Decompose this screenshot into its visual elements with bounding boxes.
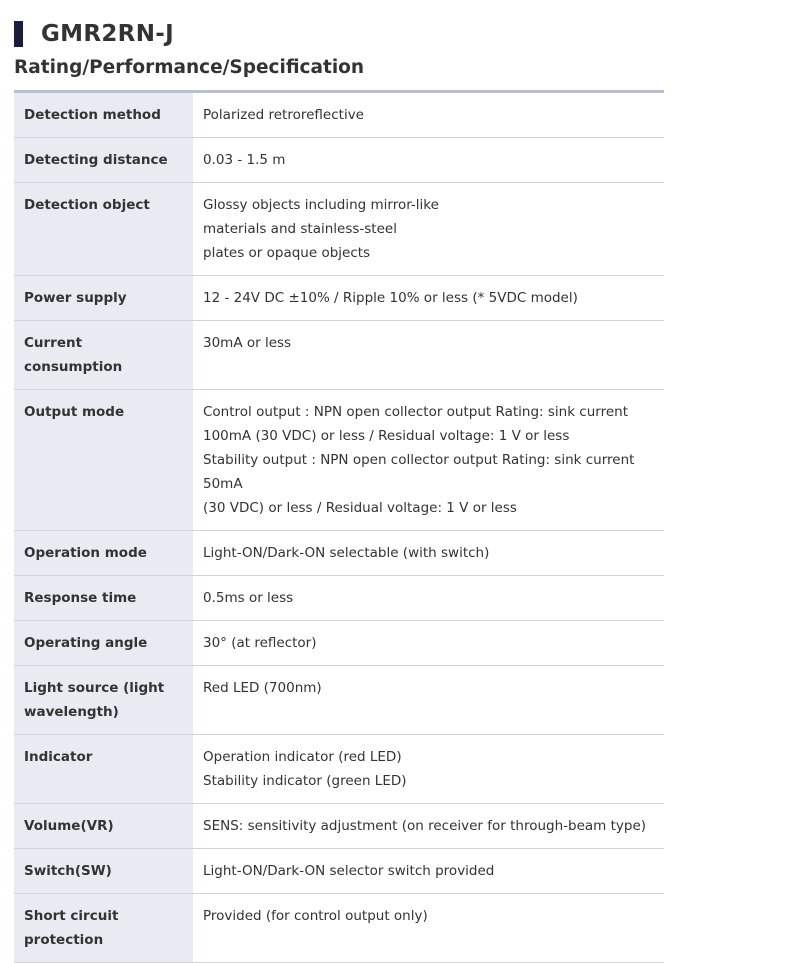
spec-value bbox=[193, 183, 664, 276]
spec-value-line: Polarized retroreflective bbox=[203, 107, 364, 123]
spec-value-line: 30° (at reflector) bbox=[203, 635, 317, 651]
spec-label: Light source (light wavelength) bbox=[14, 666, 193, 735]
spec-row-response-time bbox=[14, 576, 664, 621]
spec-value-line: (30 VDC) or less / Residual voltage: 1 V or less bbox=[203, 500, 517, 516]
spec-value-line: 12 - 24V DC ±10% / Ripple 10% or less (* 5VDC model) bbox=[203, 290, 578, 306]
spec-row-operating-angle bbox=[14, 621, 664, 666]
spec-value bbox=[193, 894, 664, 963]
spec-row-short-circuit-protection bbox=[14, 894, 664, 963]
spec-label: Operation mode bbox=[14, 531, 193, 576]
spec-value-line: 0.03 - 1.5 m bbox=[203, 152, 286, 168]
spec-label: Power supply bbox=[14, 276, 193, 321]
spec-value bbox=[193, 276, 664, 321]
spec-label: Switch(SW) bbox=[14, 849, 193, 894]
spec-value-line: plates or opaque objects bbox=[203, 245, 371, 261]
spec-value-line: Light-ON/Dark-ON selectable (with switch) bbox=[203, 545, 490, 561]
spec-row-current-consumption bbox=[14, 321, 664, 390]
spec-value-line: Red LED (700nm) bbox=[203, 680, 322, 696]
spec-value-line: Operation indicator (red LED) bbox=[203, 749, 402, 765]
spec-label: Detection method bbox=[14, 92, 193, 138]
spec-label: Detecting distance bbox=[14, 138, 193, 183]
spec-value-line: Glossy objects including mirror-like bbox=[203, 197, 439, 213]
spec-label: Current consumption bbox=[14, 321, 193, 390]
spec-label: Detection object bbox=[14, 183, 193, 276]
spec-value bbox=[193, 666, 664, 735]
spec-value-line: SENS: sensitivity adjustment (on receiver for through-beam type) bbox=[203, 818, 647, 834]
spec-value bbox=[193, 576, 664, 621]
spec-row-output-mode bbox=[14, 390, 664, 531]
spec-row-volume bbox=[14, 804, 664, 849]
title-marker bbox=[14, 21, 23, 47]
model-name: GMR2RN-J bbox=[41, 21, 174, 47]
spec-row-indicator bbox=[14, 735, 664, 804]
spec-row-detecting-distance bbox=[14, 138, 664, 183]
spec-value-line: Control output : NPN open collector output Rating: sink current bbox=[203, 404, 628, 420]
spec-label: Volume(VR) bbox=[14, 804, 193, 849]
spec-value bbox=[193, 849, 664, 894]
spec-value bbox=[193, 621, 664, 666]
spec-label: Indicator bbox=[14, 735, 193, 804]
model-title bbox=[14, 18, 174, 50]
spec-row-detection-method bbox=[14, 92, 664, 138]
spec-row-detection-object bbox=[14, 183, 664, 276]
spec-value-line: materials and stainless-steel bbox=[203, 221, 397, 237]
section-heading: Rating/Performance/Specification bbox=[14, 57, 365, 78]
spec-table bbox=[14, 90, 664, 963]
spec-value bbox=[193, 92, 664, 138]
spec-value bbox=[193, 321, 664, 390]
spec-value bbox=[193, 531, 664, 576]
spec-value-line: 100mA (30 VDC) or less / Residual voltage: 1 V or less bbox=[203, 428, 570, 444]
spec-value bbox=[193, 390, 664, 531]
spec-value bbox=[193, 735, 664, 804]
spec-label: Output mode bbox=[14, 390, 193, 531]
spec-row-operation-mode bbox=[14, 531, 664, 576]
spec-value-line: 0.5ms or less bbox=[203, 590, 294, 606]
spec-value-line: 30mA or less bbox=[203, 335, 292, 351]
spec-label: Operating angle bbox=[14, 621, 193, 666]
spec-value-line: Provided (for control output only) bbox=[203, 908, 428, 924]
spec-row-switch bbox=[14, 849, 664, 894]
spec-value bbox=[193, 138, 664, 183]
spec-row-light-source bbox=[14, 666, 664, 735]
spec-row-power-supply bbox=[14, 276, 664, 321]
spec-value-line: Stability indicator (green LED) bbox=[203, 773, 407, 789]
spec-value bbox=[193, 804, 664, 849]
spec-label: Response time bbox=[14, 576, 193, 621]
spec-value-line: Stability output : NPN open collector output Rating: sink current 50mA bbox=[203, 452, 635, 492]
spec-label: Short circuit protection bbox=[14, 894, 193, 963]
spec-value-line: Light-ON/Dark-ON selector switch provided bbox=[203, 863, 495, 879]
